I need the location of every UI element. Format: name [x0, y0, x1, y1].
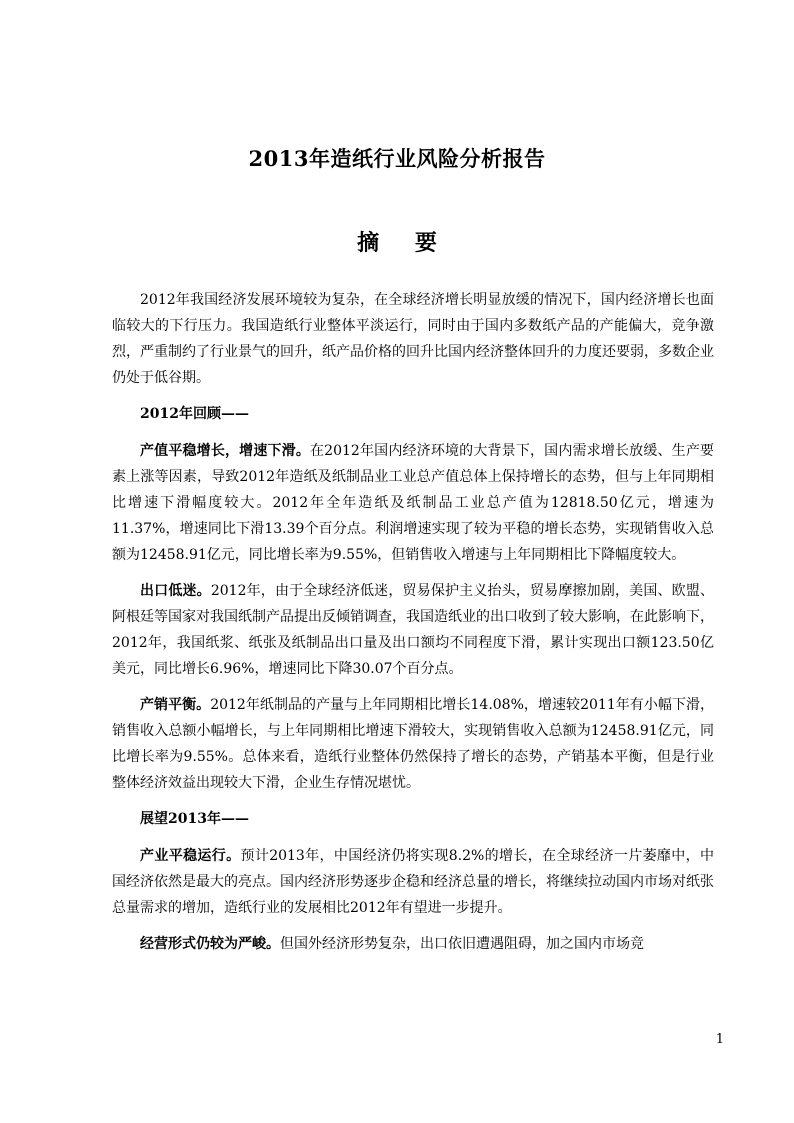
paragraph-text: 在2012年国内经济环境的大背景下，国内需求增长放缓、生产要素上涨等因素，导致2012年造纸及纸制品业工业总产值总体上保持增长的态势，但与上年同期相比增速下滑幅度较大。2012年全年造纸及纸制品工业总产值为12818.50亿元，增速为11.37%，增速同比下滑13.39个百分点。利润增速实现了较为平稳的增长态势，实现销售收入总额为12458.91亿元，同比增长率为9.55%，但销售收入增速与上年同期相比下降幅度较大。	[112, 443, 714, 563]
paragraph-lead: 出口低迷。	[140, 583, 211, 599]
paragraph-text: 但国外经济形势复杂，出口依旧遭遇阻碍，加之国内市场竞	[280, 936, 644, 952]
paragraph-industry-outlook	[112, 843, 714, 921]
paragraph-export	[112, 578, 714, 682]
document-body	[112, 287, 714, 967]
paragraph-production-sales	[112, 692, 714, 796]
paragraph-lead: 产销平衡。	[140, 697, 211, 713]
review-heading: 2012年回顾——	[140, 406, 249, 422]
paragraph-text: 预计2013年，中国经济仍将实现8.2%的增长，在全球经济一片萎靡中，中国经济依然是最大的亮点。国内经济形势逐步企稳和经济总量的增长，将继续拉动国内市场对纸张总量需求的增加，造纸行业的发展相比2012年有望进一步提升。	[112, 848, 715, 916]
page-number: 1	[715, 1032, 724, 1047]
paragraph-output-growth	[112, 438, 714, 568]
intro-paragraph: 2012年我国经济发展环境较为复杂，在全球经济增长明显放缓的情况下，国内经济增长也面临较大的下行压力。我国造纸行业整体平淡运行，同时由于国内多数纸产品的产能偏大，竞争激烈，严重制约了行业景气的回升，纸产品价格的回升比国内经济整体回升的力度还要弱，多数企业仍处于低谷期。	[112, 292, 714, 386]
paragraph-lead: 经营形式仍较为严峻。	[140, 936, 280, 952]
outlook-heading: 展望2013年——	[140, 811, 249, 827]
document-title: 2013年造纸行业风险分析报告	[248, 146, 546, 171]
abstract-heading: 摘 要	[357, 230, 451, 256]
paragraph-lead: 产值平稳增长，增速下滑。	[140, 443, 311, 459]
paragraph-business-outlook	[112, 931, 714, 957]
paragraph-text: 2012年，由于全球经济低迷，贸易保护主义抬头，贸易摩擦加剧，美国、欧盟、阿根廷等国家对我国纸制产品提出反倾销调查，我国造纸业的出口收到了较大影响，在此影响下，2012年，我国纸浆、纸张及纸制品出口量及出口额均不同程度下滑，累计实现出口额123.50亿美元，同比增长6.96%，增速同比下降30.07个百分点。	[112, 583, 714, 677]
paragraph-text: 2012年纸制品的产量与上年同期相比增长14.08%，增速较2011年有小幅下滑，销售收入总额小幅增长，与上年同期相比增速下滑较大，实现销售收入总额为12458.91亿元，同比增长率为9.55%。总体来看，造纸行业整体仍然保持了增长的态势，产销基本平衡，但是行业整体经济效益出现较大下滑，企业生存情况堪忧。	[112, 697, 715, 791]
paragraph-lead: 产业平稳运行。	[140, 848, 241, 864]
